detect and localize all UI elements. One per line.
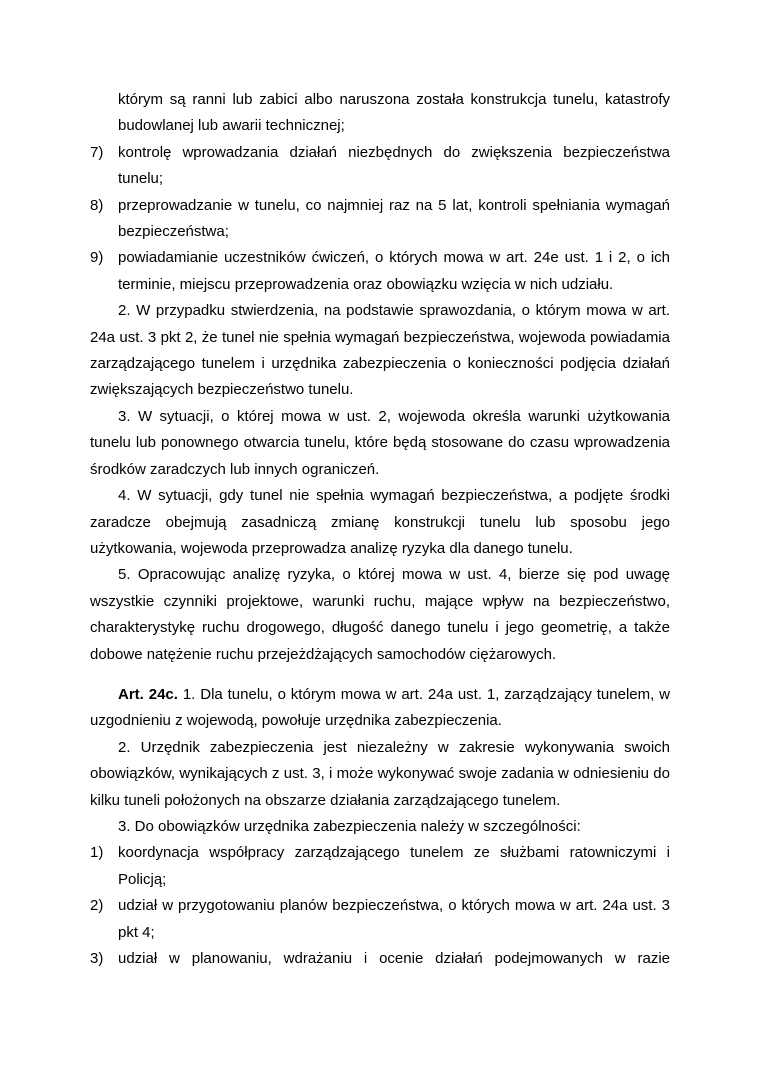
list-text: kontrolę wprowadzania działań niezbędnych do zwiększenia bezpieczeństwa tunelu;	[118, 143, 670, 188]
list-number: 8)	[90, 196, 104, 214]
paragraph: 3. W sytuacji, o której mowa w ust. 2, wojewoda określa warunki użytkowania tunelu lub ponownego otwarcia tunelu, które będą stosowane do czasu wprowadzenia środków zaradczych lub innych ograniczeń.	[90, 407, 670, 478]
paragraph: 4. W sytuacji, gdy tunel nie spełnia wymagań bezpieczeństwa, a podjęte środki zaradcze obejmują zasadniczą zmianę konstrukcji tunelu lub sposobu jego użytkowania, wojewoda przeprowadza analizę ryzyka dla danego tunelu.	[90, 487, 670, 557]
list-text: udział w planowaniu, wdrażaniu i ocenie działań podejmowanych w razie	[118, 950, 670, 967]
paragraph: 2. Urzędnik zabezpieczenia jest niezależny w zakresie wykonywania swoich obowiązków, wynikających z ust. 3, i może wykonywać swoje zadania w odniesieniu do kilku tuneli położonych na obszarze działania zarządzającego tunelem.	[90, 738, 670, 809]
list-text: powiadamianie uczestników ćwiczeń, o których mowa w art. 24e ust. 1 i 2, o ich terminie, miejscu przeprowadzenia oraz obowiązku wzięcia w nich udziału.	[118, 249, 670, 293]
document-body	[90, 87, 670, 972]
list-number: 9)	[90, 249, 104, 267]
list-number: 2)	[90, 897, 104, 915]
list-text: koordynacja współpracy zarządzającego tunelem ze służbami ratowniczymi i Policją;	[118, 844, 670, 888]
article-paragraph	[90, 682, 670, 735]
list-number: 7)	[90, 143, 104, 161]
list-number: 3)	[90, 950, 104, 967]
article-label: Art. 24c.	[118, 685, 178, 703]
list-number: 1)	[90, 844, 104, 862]
list-item	[90, 245, 670, 298]
continued-list-item: którym są ranni lub zabici albo naruszona została konstrukcja tunelu, katastrofy budowlanej lub awarii technicznej;	[118, 91, 670, 135]
list-item	[90, 840, 670, 893]
list-text: udział w przygotowaniu planów bezpieczeństwa, o których mowa w art. 24a ust. 3 pkt 4;	[118, 897, 670, 941]
paragraph: 2. W przypadku stwierdzenia, na podstawie sprawozdania, o którym mowa w art. 24a ust. 3 pkt 2, że tunel nie spełnia wymagań bezpieczeństwa, wojewoda powiadamia zarządzającego tunelem i urzędnika zabezpieczenia o konieczności podjęcia działań zwiększających bezpieczeństwo tunelu.	[90, 302, 670, 399]
article-text: 1. Dla tunelu, o którym mowa w art. 24a ust. 1, zarządzający tunelem, w uzgodnieniu z wojewodą, powołuje urzędnika zabezpieczenia.	[90, 685, 671, 730]
list-item	[90, 893, 670, 946]
paragraph: 3. Do obowiązków urzędnika zabezpieczenia należy w szczególności:	[118, 817, 581, 835]
list-item	[90, 140, 670, 193]
paragraph: 5. Opracowując analizę ryzyka, o której mowa w ust. 4, bierze się pod uwagę wszystkie czynniki projektowe, warunki ruchu, mające wpływ na bezpieczeństwo, charakterystykę ruchu drogowego, długość danego tunelu i jego geometrię, a także dobowe natężenie ruchu przejeżdżających samochodów ciężarowych.	[90, 566, 670, 663]
list-text: przeprowadzanie w tunelu, co najmniej raz na 5 lat, kontroli spełniania wymagań bezpieczeństwa;	[118, 196, 670, 241]
list-item	[90, 946, 670, 972]
list-item	[90, 193, 670, 246]
